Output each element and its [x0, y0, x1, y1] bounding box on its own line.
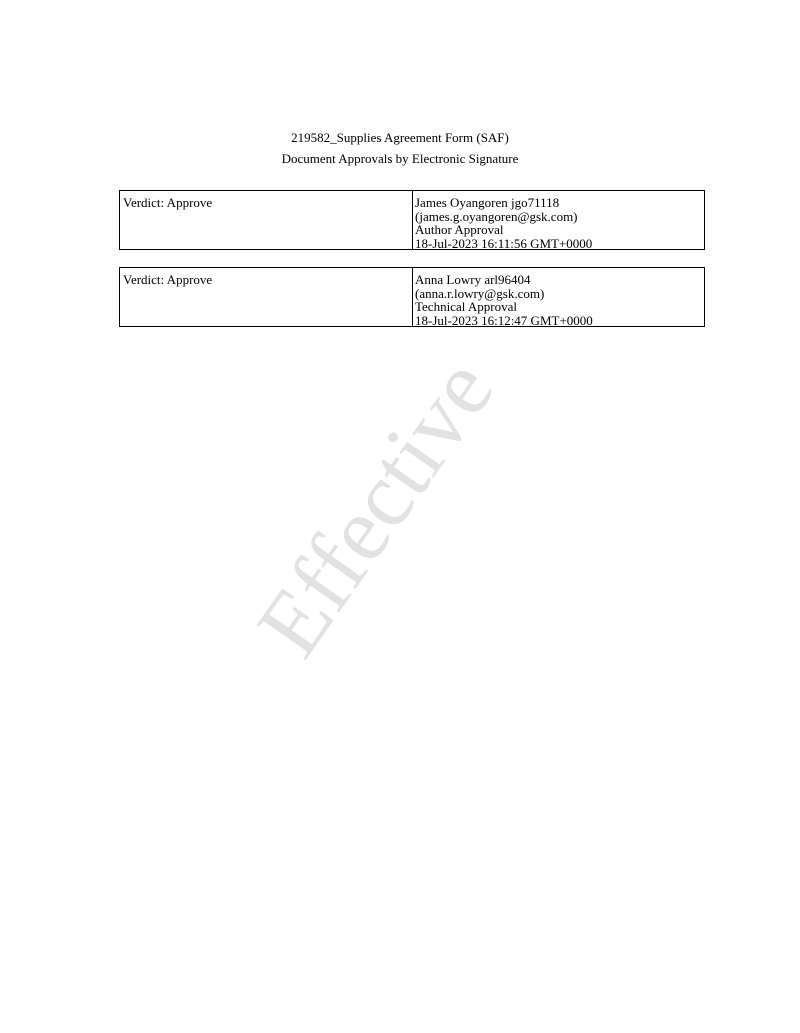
verdict-text: Verdict: Approve: [123, 272, 213, 287]
signer-email: (anna.r.lowry@gsk.com): [415, 285, 545, 301]
signature-details-cell: [413, 268, 704, 326]
effective-watermark: Effective: [237, 340, 513, 674]
document-title: 219582_Supplies Agreement Form (SAF): [291, 130, 509, 145]
verdict-cell: [120, 268, 413, 326]
signature-timestamp: 18-Jul-2023 16:11:56 GMT+0000: [415, 235, 593, 251]
signer-name: Anna Lowry arl96404: [415, 272, 531, 287]
signer-name: James Oyangoren jgo71118: [415, 195, 560, 210]
signature-details-cell: [413, 191, 704, 249]
approval-role: Author Approval: [415, 222, 504, 237]
document-subtitle: Document Approvals by Electronic Signature: [281, 151, 519, 166]
verdict-cell: [120, 191, 413, 249]
approval-record-author: [119, 190, 705, 250]
approval-record-technical: [119, 267, 705, 327]
verdict-text: Verdict: Approve: [123, 195, 213, 210]
signature-timestamp: 18-Jul-2023 16:12:47 GMT+0000: [415, 312, 593, 328]
approval-role: Technical Approval: [415, 299, 517, 314]
signer-email: (james.g.oyangoren@gsk.com): [415, 208, 578, 224]
